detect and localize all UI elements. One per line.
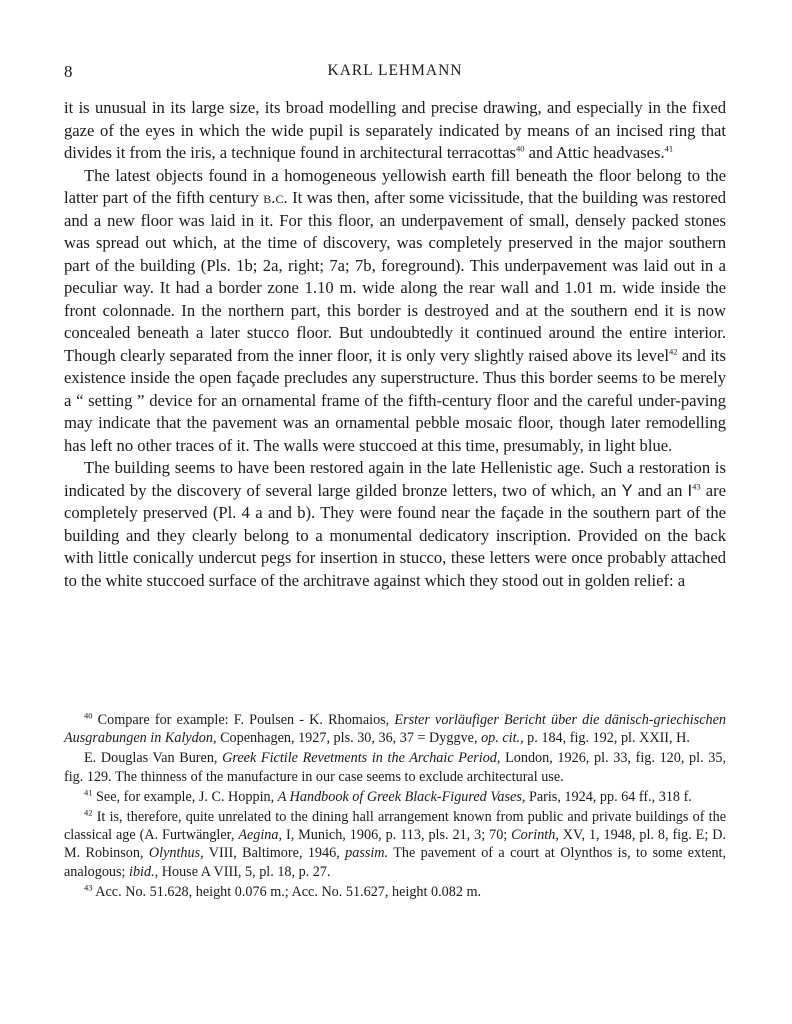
paragraph-1: it is unusual in its large size, its broad modelling and precise drawing, and especially in the fixed gaze of the eyes in which the wide pupil is separately indicated by means of an incised ring that divides it from the iris, a technique found in architectural terracottas$^{40}$ and Attic headvases.$^{41}$ [64,98,726,162]
running-head: KARL LEHMANN [327,62,463,79]
footnote-ref-41[interactable]: 41 [664,143,674,154]
footnotes [64,711,726,901]
footnote-42: $^{42}$ It is, therefore, quite unrelated to the dining hall arrangement known from public and private buildings of the classical age (A. Furtwängler, Aegina, I, Munich, 1906, p. 113, pls. 21, 3; 70; Corinth, XV, 1, 1948, pl. 8, fig. E; D. M. Robinson, Olynthus, VIII, Baltimore, 1946, passim. The pavement of a court at Olynthos is, to some extent, analogous; ibid., House A VIII, 5, pl. 18, p. 27. [64,807,727,880]
footnote-ref-43[interactable]: 43 [692,480,701,491]
letter-i: I [687,480,693,500]
bc-abbrev: b.c. [263,188,288,207]
paragraph-2: The latest objects found in a homogeneous yellowish earth fill beneath the floor belong to the latter part of the fifth century b.c. It was then, after some vicissitude, that the building was restored and a new floor was laid in it. For this floor, an underpavement of small, densely packed stones was spread out which, at the time of discovery, was completely preserved in the major southern part of the building (Pls. 1b; 2a, right; 7a; 7b, foreground). This underpavement was laid out in a peculiar way. It had a border zone 1.10 m. wide along the rear wall and 1.01 m. wide inside the front colonnade. In the northern part, this border is destroyed and at the southern end it is now concealed beneath a later stucco floor. But undoubtedly it continued around the entire interior. Though clearly separated from the inner floor, it is only very slightly raised above its level$^{42}$ and its existence inside the open façade precludes any superstructure. Thus this border seems to be merely a “ setting ” device for an ornamental frame of the fifth-century floor and the careful under-paving may indicate that the pavement was an ornamental pebble mosaic floor, though later remodelling has left no other traces of it. The walls were stuccoed at this time, presumably, in light blue. [64,165,726,455]
footnote-ref-40[interactable]: 40 [516,143,525,154]
footnote-41: $^{41}$ See, for example, J. C. Hoppin, A Handbook of Greek Black-Figured Vases, Paris, 1924, pp. 64 ff., 318 f. [84,787,692,805]
page-header [64,62,726,86]
footnote-ref-42[interactable]: 42 [668,345,678,356]
paragraph-3: The building seems to have been restored again in the late Hellenistic age. Such a restoration is indicated by the discovery of several large gilded bronze letters, two of which, an Y and an $I^{43}$ are completely preserved (Pl. 4 a and b). They were found near the façade in the southern part of the building and they clearly belong to a monumental dedicatory inscription. Provided on the back with little conically undercut pegs for insertion in stucco, these letters were once probably attached to the white stuccoed surface of the architrave against which they stood out in golden relief: a [64,458,726,590]
footnote-43: $^{43}$ Acc. No. 51.628, height 0.076 m.; Acc. No. 51.627, height 0.082 m. [84,882,482,900]
footnote-40: $^{40}$ Compare for example: F. Poulsen - K. Rhomaios, Erster vorläufiger Bericht über die dänisch-griechischen Ausgrabungen in Kalydon, Copenhagen, 1927, pls. 30, 36, 37 = Dyggve, op. cit., p. 184, fig. 192, pl. XXII, H. [64,710,726,747]
footnote-40-continued: E. Douglas Van Buren, Greek Fictile Revetments in the Archaic Period, London, 1926, pl. 33, fig. 120, pl. 35, fig. 129. The thinness of the manufacture in our case seems to exclude architectural use. [64,750,727,785]
body-text [64,97,726,592]
letter-y: Y [621,480,633,500]
page-number: 8 [64,62,73,81]
